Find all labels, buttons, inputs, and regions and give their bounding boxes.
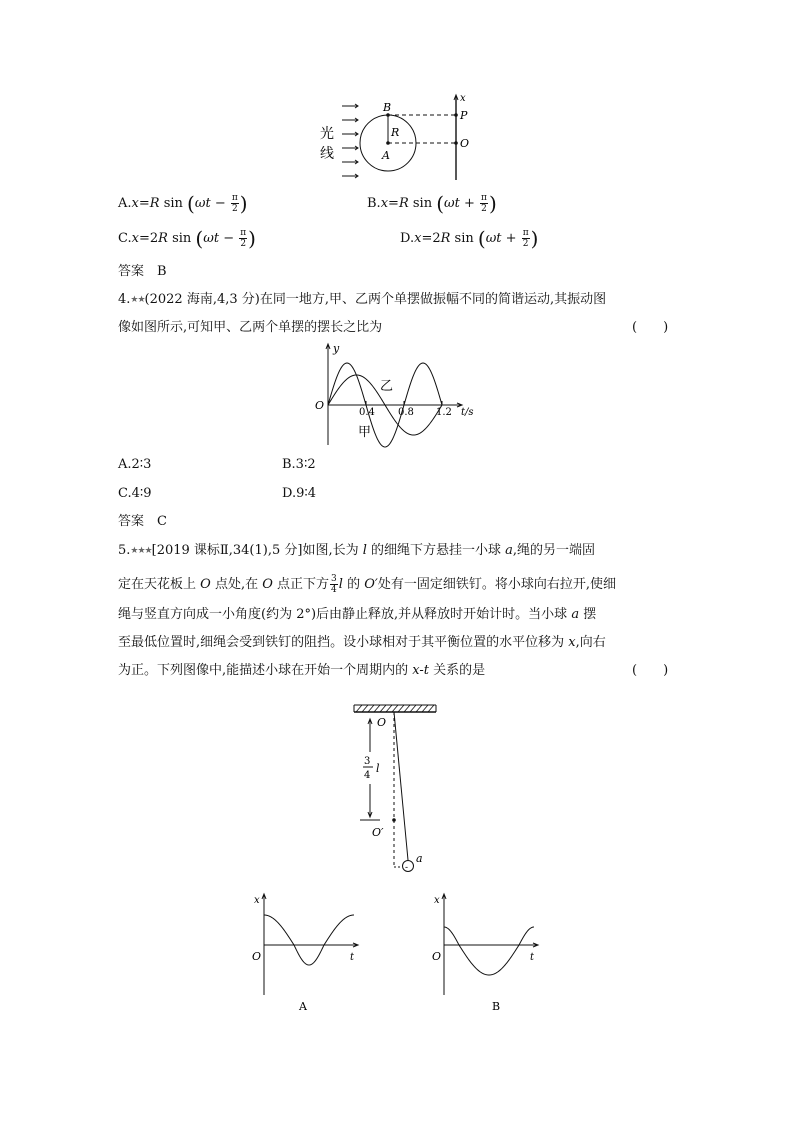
q3-option-a[interactable]: A.x=R sin (ωt − $\frac{\pi}{2}$ ) [118,191,248,216]
axis-t-label: t [350,952,355,963]
graph-a-label: A [299,1000,307,1010]
label-xian: 线 [320,146,334,162]
label-P: P [460,109,468,122]
origin-label: O [315,399,325,412]
axis-x-label: x [434,895,440,906]
q3-option-b[interactable]: B.x=R sin (ωt + $\frac{\pi}{2}$ ) [367,191,497,216]
origin-label: O [432,950,442,963]
origin-label: O [252,950,262,963]
tick-0-4: 0.4 [359,407,375,418]
tick-1-2: 1.2 [436,407,452,418]
axis-t-label: t/s [461,407,474,418]
q5-line5: 为正。下列图像中,能描述小球在开始一个周期内的 x-t 关系的是 [118,663,486,678]
graph-b-curve [444,927,534,975]
label-O-prime: O′ [372,826,384,839]
q3-option-c[interactable]: C.x=2R sin (ωt − $\frac{\pi}{2}$ ) [118,226,256,251]
q5-line1: 5.★★★[2019 课标Ⅱ,34(1),5 分]如图,长为 l 的细绳下方悬挂一小球 a,绳的另一端固 [118,543,596,558]
light-circle-figure [318,92,483,184]
graph-a-curve [264,915,354,965]
label-A: A [382,149,390,162]
ball-minus: - [405,863,409,873]
q3-option-d[interactable]: D.x=2R sin (ωt + $\frac{\pi}{2}$ ) [400,226,539,251]
label-guang: 光 [320,126,334,142]
label-B: B [383,101,392,114]
label-l: l [376,762,380,775]
q5-line4: 至最低位置时,细绳会受到铁钉的阻挡。设小球相对于其平衡位置的水平位移为 x,向右 [118,635,606,650]
difficulty-stars: ★★ [130,295,145,305]
q5-line2: 定在天花板上 O 点处,在 O 点正下方 $\frac{3}{4}$ l 的 O′处有一固定细铁钉。将小球向右拉开,使细 [118,574,616,595]
frac-4: 4 [364,770,371,781]
graph-b [430,890,545,1010]
axis-y-label: y [333,342,340,355]
axis-t-label: t [530,952,535,963]
difficulty-stars: ★★★ [130,546,152,556]
tick-0-8: 0.8 [398,407,414,418]
q5-answer-bracket: ( ) [632,663,669,678]
label-x: x [460,93,466,104]
label-O: O [377,716,387,729]
q4-option-d[interactable]: D.9∶4 [282,486,317,501]
q4-vibration-graph [312,340,482,448]
label-a: a [416,852,423,865]
q4-option-b[interactable]: B.3∶2 [282,457,316,472]
pendulum-figure [350,702,440,878]
q4-option-c[interactable]: C.4∶9 [118,486,152,501]
q4-line1: 4.★★(2022 海南,4,3 分)在同一地方,甲、乙两个单摆做振幅不同的简谐运动,其振动图 [118,292,607,307]
q4-answer-bracket: ( ) [632,320,669,335]
q4-answer: 答案 C [118,514,167,529]
q4-line2: 像如图所示,可知甲、乙两个单摆的摆长之比为 [118,320,383,335]
q5-line3: 绳与竖直方向成一小角度(约为 2°)后由静止释放,并从释放时开始计时。当小球 a 摆 [118,607,597,622]
q4-option-a[interactable]: A.2∶3 [118,457,152,472]
graph-b-label: B [492,1000,501,1010]
frac-3: 3 [364,756,371,767]
label-yi: 乙 [380,379,394,394]
label-O: O [460,137,470,150]
label-jia: 甲 [358,425,372,440]
q3-answer: 答案 B [118,264,167,279]
axis-x-label: x [254,895,260,906]
label-R: R [391,126,400,139]
graph-a [250,890,365,1010]
